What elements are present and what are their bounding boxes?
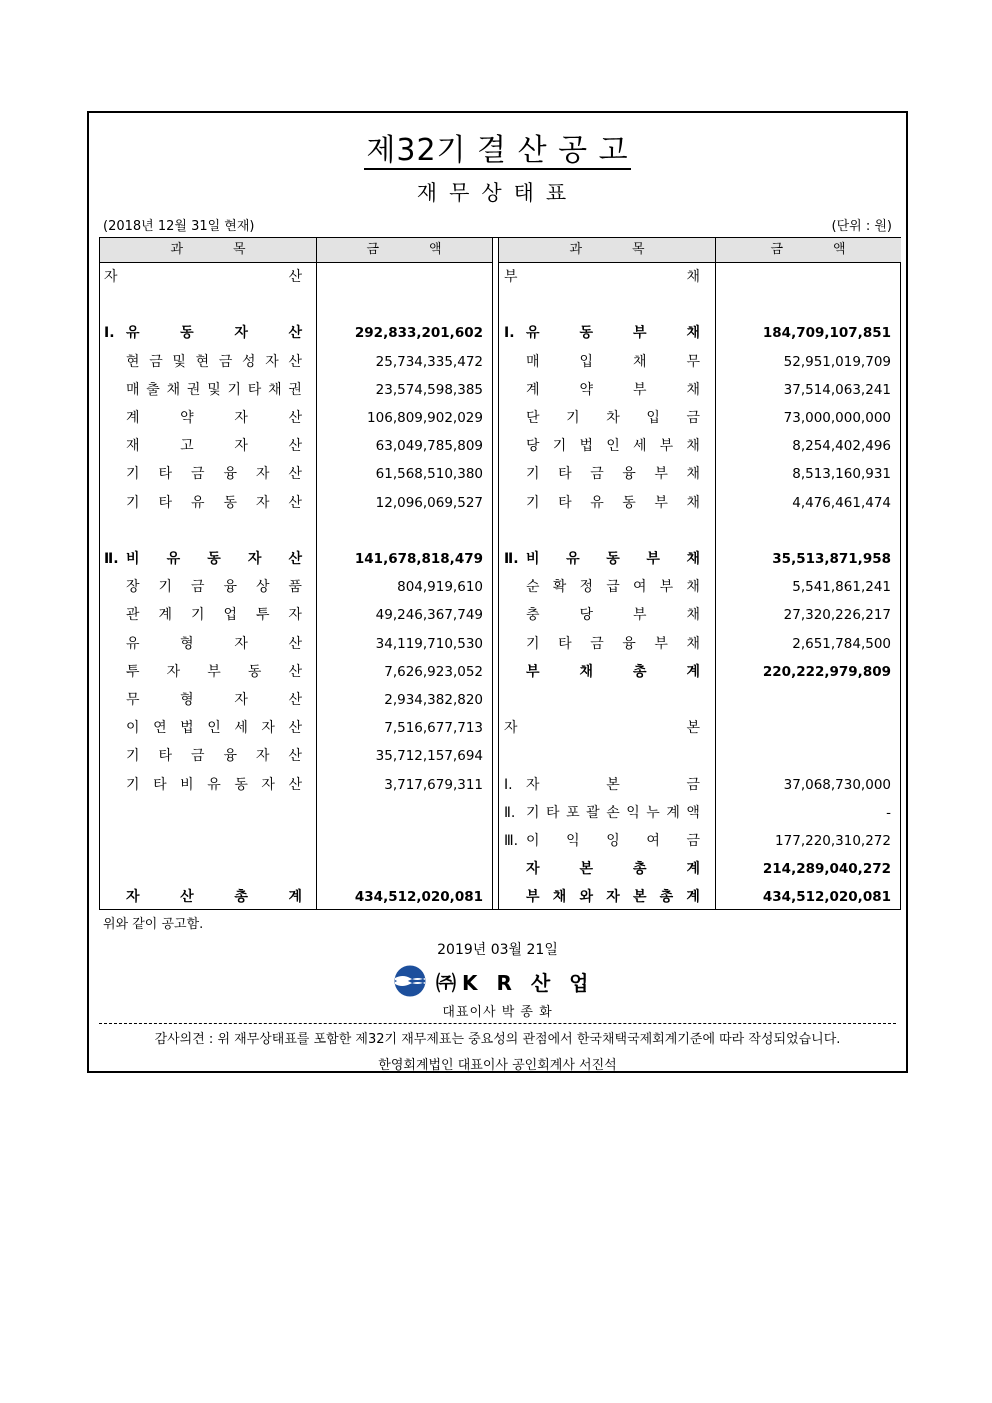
row-label: 계 약 자 산 xyxy=(126,410,302,426)
table-row xyxy=(100,517,900,545)
row-prefix: Ⅱ. xyxy=(504,804,516,821)
row-label: 무 형 자 산 xyxy=(126,692,302,708)
row-amount: 37,068,730,000 xyxy=(783,776,891,793)
row-label: 투 자 부 동 산 xyxy=(126,663,302,680)
row-amount: 73,000,000,000 xyxy=(783,410,891,426)
row-label: 장 기 금 융 상 품 xyxy=(126,579,302,596)
table-row xyxy=(100,432,900,460)
table-row xyxy=(100,319,900,347)
row-amount: 61,568,510,380 xyxy=(375,466,483,483)
row-amount: 4,476,461,474 xyxy=(792,494,891,511)
table-row xyxy=(100,686,900,714)
row-label: 부 채 xyxy=(504,269,700,285)
balance-sheet-table xyxy=(99,237,901,910)
row-label: 부 채 와 자 본 총 계 xyxy=(526,889,700,906)
table-row xyxy=(100,489,900,517)
row-label: 부 채 총 계 xyxy=(526,663,700,680)
row-amount: 35,712,157,694 xyxy=(375,748,483,765)
row-label: 당 기 법 인 세 부 채 xyxy=(526,438,700,455)
table-row xyxy=(100,291,900,319)
table-row xyxy=(100,404,900,432)
row-label: 기 타 금 융 부 채 xyxy=(526,466,700,483)
row-amount: 34,119,710,530 xyxy=(375,635,483,652)
row-amount: 27,320,226,217 xyxy=(783,607,891,624)
row-label: 현 금 및 현 금 성 자 산 xyxy=(126,353,302,370)
row-label: 비 유 동 부 채 xyxy=(526,551,700,567)
audit-opinion: 감사의견 : 위 재무상태표를 포함한 제32기 재무제표는 중요성의 관점에서 한국채택국제회계기준에 따라 작성되었습니다. xyxy=(154,1032,841,1047)
header-item-right: 과목 xyxy=(499,238,715,263)
table-row xyxy=(100,348,900,376)
table-row xyxy=(100,855,900,883)
row-amount: 12,096,069,527 xyxy=(375,494,483,511)
row-label: 기 타 비 유 동 자 산 xyxy=(126,776,302,793)
row-label: 매 입 채 무 xyxy=(526,353,700,370)
row-amount: 220,222,979,809 xyxy=(762,663,891,680)
table-row xyxy=(100,460,900,488)
row-label: 단 기 차 입 금 xyxy=(526,410,700,426)
row-amount: 7,626,923,052 xyxy=(384,663,483,680)
table-row xyxy=(100,630,900,658)
row-amount: 5,541,861,241 xyxy=(792,579,891,596)
row-label: 유 동 자 산 xyxy=(126,325,302,342)
row-label: 자 본 금 xyxy=(526,776,700,793)
row-label: 자 본 총 계 xyxy=(526,861,700,878)
table-row xyxy=(100,799,900,827)
statement-title: 재무상태표 xyxy=(416,181,579,205)
table-row xyxy=(100,573,900,601)
row-label: 기 타 금 융 부 채 xyxy=(526,635,700,652)
row-amount: 49,246,367,749 xyxy=(375,607,483,624)
row-amount: 7,516,677,713 xyxy=(384,720,483,737)
row-label: 매 출 채 권 및 기 타 채 권 xyxy=(126,381,302,398)
row-amount: 37,514,063,241 xyxy=(783,381,891,398)
row-label: 재 고 자 산 xyxy=(126,438,302,455)
row-amount: 35,513,871,958 xyxy=(772,551,891,567)
row-amount: 8,254,402,496 xyxy=(792,438,891,455)
row-label: 유 동 부 채 xyxy=(526,325,700,342)
row-prefix: Ⅰ. xyxy=(104,325,115,342)
table-row xyxy=(100,658,900,686)
table-row xyxy=(100,714,900,742)
notice-frame xyxy=(87,111,908,1073)
row-label: 충 당 부 채 xyxy=(526,607,700,624)
company-block xyxy=(394,963,594,999)
unit-label: (단위 : 원) xyxy=(831,219,892,234)
company-name: ㈜K R 산 업 xyxy=(436,971,595,995)
row-amount: 25,734,335,472 xyxy=(375,353,483,370)
row-label: 자 산 xyxy=(104,269,302,285)
row-label: 자 산 총 계 xyxy=(126,889,302,906)
as-of-date: (2018년 12월 31일 현재) xyxy=(103,219,255,234)
row-amount: 52,951,019,709 xyxy=(783,353,891,370)
header-amount-left: 금액 xyxy=(316,238,492,263)
row-amount: 434,512,020,081 xyxy=(762,889,891,906)
row-amount: 3,717,679,311 xyxy=(384,776,483,793)
row-amount: 434,512,020,081 xyxy=(354,889,483,906)
row-amount: 804,919,610 xyxy=(397,579,483,596)
row-amount: 141,678,818,479 xyxy=(354,551,483,567)
header-amount-right: 금액 xyxy=(715,238,901,263)
header-item-left: 과목 xyxy=(100,238,316,263)
auditor-name: 한영회계법인 대표이사 공인회계사 서진석 xyxy=(378,1058,617,1073)
table-row xyxy=(100,742,900,770)
row-label: 기 타 금 융 자 산 xyxy=(126,748,302,765)
row-prefix: Ⅱ. xyxy=(504,551,519,567)
table-row xyxy=(100,883,900,911)
notice-statement: 위와 같이 공고함. xyxy=(103,917,204,932)
row-amount: 214,289,040,272 xyxy=(762,861,891,878)
row-label: 이 익 잉 여 금 xyxy=(526,833,700,849)
table-row xyxy=(100,601,900,629)
row-label: 자 본 xyxy=(504,720,700,737)
row-amount: 63,049,785,809 xyxy=(375,438,483,455)
table-row xyxy=(100,376,900,404)
table-row xyxy=(100,771,900,799)
row-label: 계 약 부 채 xyxy=(526,381,700,398)
row-label: 관 계 기 업 투 자 xyxy=(126,607,302,624)
row-amount: 2,934,382,820 xyxy=(384,692,483,708)
row-prefix: Ⅰ. xyxy=(504,325,515,342)
row-amount: 292,833,201,602 xyxy=(354,325,483,342)
notice-title: 제32기 결 산 공 고 xyxy=(366,133,629,168)
dashed-divider xyxy=(99,1023,896,1024)
row-amount: 2,651,784,500 xyxy=(792,635,891,652)
row-label: 기 타 금 융 자 산 xyxy=(126,466,302,483)
row-prefix: Ⅱ. xyxy=(104,551,119,567)
table-row xyxy=(100,827,900,855)
row-prefix: Ⅰ. xyxy=(504,776,513,793)
row-amount: - xyxy=(886,804,891,821)
row-label: 비 유 동 자 산 xyxy=(126,551,302,567)
row-prefix: Ⅲ. xyxy=(504,833,519,849)
row-label: 유 형 자 산 xyxy=(126,635,302,652)
company-logo-icon xyxy=(394,965,426,997)
row-amount: 23,574,598,385 xyxy=(375,381,483,398)
ceo-name: 대표이사 박 종 화 xyxy=(442,1005,553,1020)
row-label: 기 타 유 동 부 채 xyxy=(526,494,700,511)
row-amount: 106,809,902,029 xyxy=(367,410,483,426)
row-amount: 177,220,310,272 xyxy=(775,833,891,849)
row-label: 순 확 정 급 여 부 채 xyxy=(526,579,700,596)
publish-date: 2019년 03월 21일 xyxy=(437,942,558,958)
row-label: 기 타 포 괄 손 익 누 계 액 xyxy=(526,804,700,821)
row-amount: 184,709,107,851 xyxy=(762,325,891,342)
row-label: 이 연 법 인 세 자 산 xyxy=(126,720,302,737)
table-row xyxy=(100,545,900,573)
row-amount: 8,513,160,931 xyxy=(792,466,891,483)
table-row xyxy=(100,263,900,291)
row-label: 기 타 유 동 자 산 xyxy=(126,494,302,511)
